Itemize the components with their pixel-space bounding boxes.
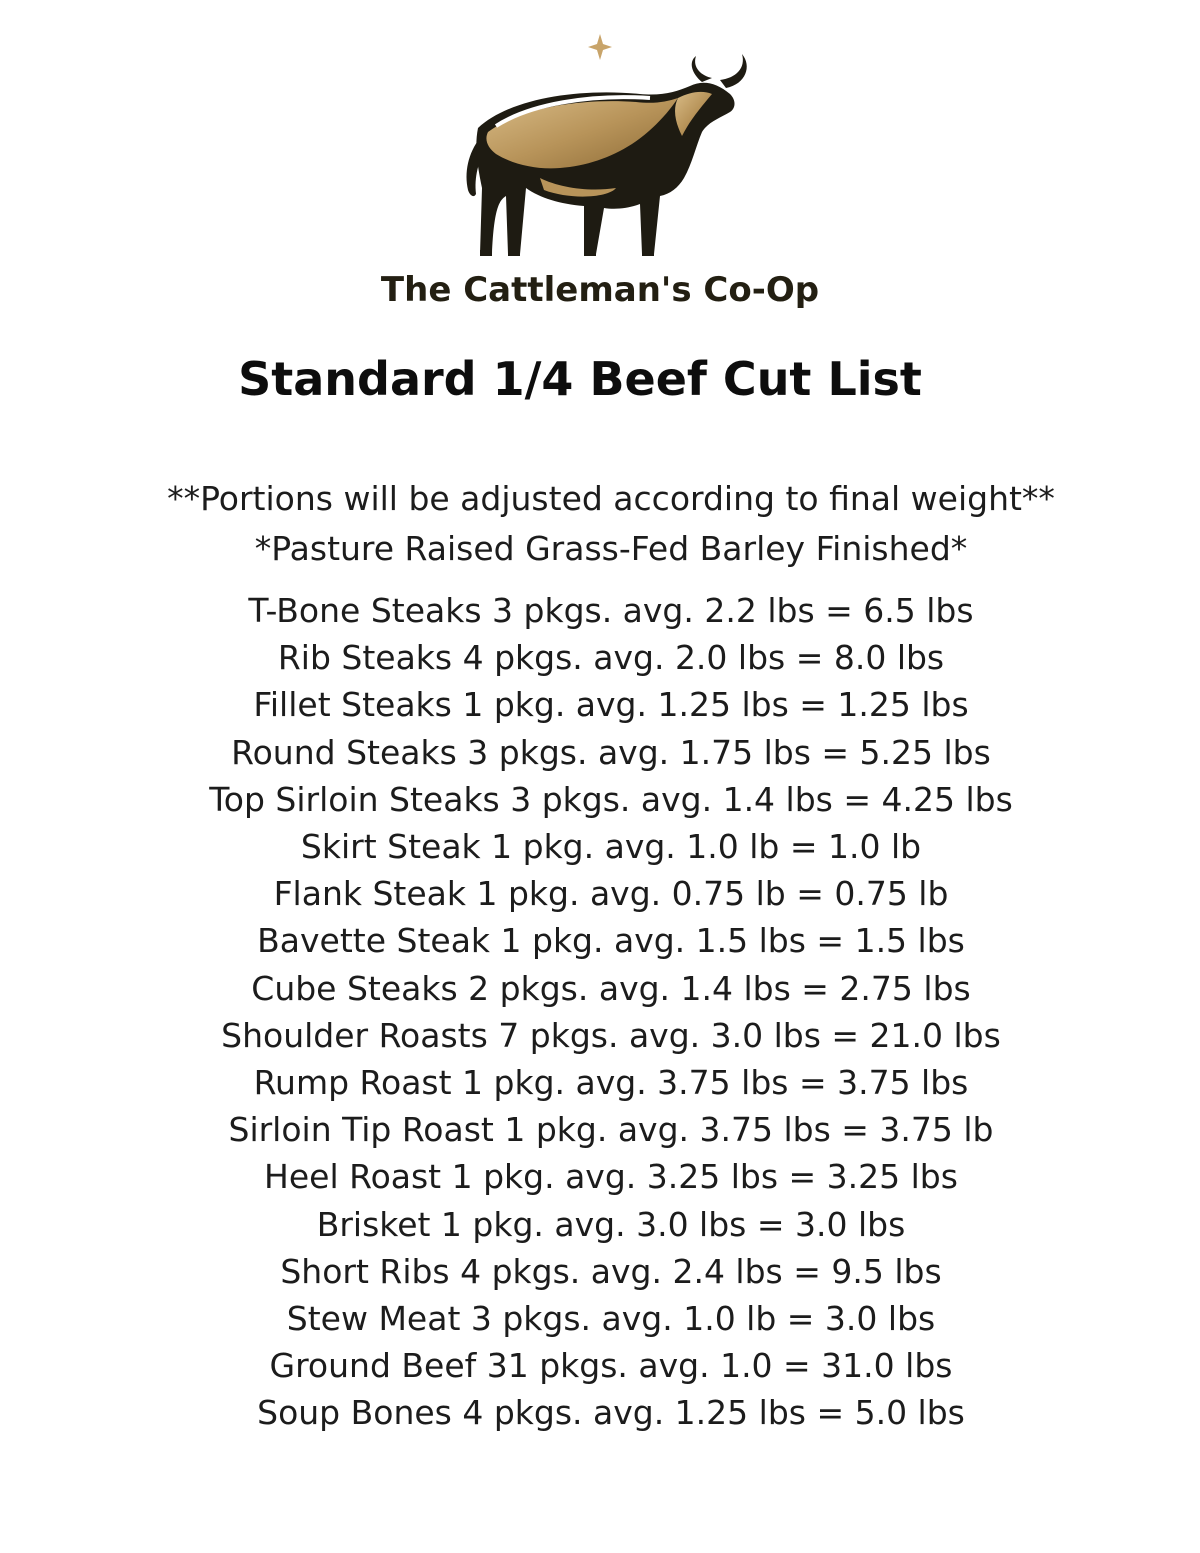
page-title: Standard 1/4 Beef Cut List xyxy=(238,352,922,406)
cut-item: Short Ribs 4 pkgs. avg. 2.4 lbs = 9.5 lbs xyxy=(280,1251,942,1291)
cut-item: Heel Roast 1 pkg. avg. 3.25 lbs = 3.25 lbs xyxy=(264,1157,958,1197)
raising-note: *Pasture Raised Grass-Fed Barley Finished* xyxy=(254,529,968,568)
cut-item: Soup Bones 4 pkgs. avg. 1.25 lbs = 5.0 lbs xyxy=(257,1393,965,1433)
portion-note: **Portions will be adjusted according to final weight** xyxy=(167,479,1055,518)
cut-item: Flank Steak 1 pkg. avg. 0.75 lb = 0.75 lb xyxy=(273,874,949,914)
cut-item: Top Sirloin Steaks 3 pkgs. avg. 1.4 lbs = 4.25 lbs xyxy=(209,779,1013,819)
cut-item: Bavette Steak 1 pkg. avg. 1.5 lbs = 1.5 lbs xyxy=(257,921,965,961)
cut-item: Round Steaks 3 pkgs. avg. 1.75 lbs = 5.25 lbs xyxy=(231,732,991,772)
cut-item: Brisket 1 pkg. avg. 3.0 lbs = 3.0 lbs xyxy=(316,1204,906,1244)
cut-item: Ground Beef 31 pkgs. avg. 1.0 = 31.0 lbs xyxy=(269,1346,953,1386)
bull-logo xyxy=(440,28,760,268)
cut-item: Rib Steaks 4 pkgs. avg. 2.0 lbs = 8.0 lbs xyxy=(277,638,945,678)
bull-silhouette-icon xyxy=(440,28,760,268)
sparkle-star-icon xyxy=(588,34,612,60)
cut-item: Cube Steaks 2 pkgs. avg. 1.4 lbs = 2.75 lbs xyxy=(251,968,971,1008)
cut-item: Sirloin Tip Roast 1 pkg. avg. 3.75 lbs = 3.75 lb xyxy=(228,1110,994,1150)
cut-item: Shoulder Roasts 7 pkgs. avg. 3.0 lbs = 21.0 lbs xyxy=(221,1015,1001,1055)
cut-item: Stew Meat 3 pkgs. avg. 1.0 lb = 3.0 lbs xyxy=(286,1299,936,1339)
brand-name: The Cattleman's Co-Op xyxy=(380,270,820,310)
notes xyxy=(0,474,1200,574)
cut-list xyxy=(0,587,1200,1437)
cut-item: Skirt Steak 1 pkg. avg. 1.0 lb = 1.0 lb xyxy=(300,827,922,867)
cut-item: Fillet Steaks 1 pkg. avg. 1.25 lbs = 1.25 lbs xyxy=(253,685,969,725)
cut-item: Rump Roast 1 pkg. avg. 3.75 lbs = 3.75 lbs xyxy=(253,1063,969,1103)
cut-item: T-Bone Steaks 3 pkgs. avg. 2.2 lbs = 6.5 lbs xyxy=(248,591,974,630)
